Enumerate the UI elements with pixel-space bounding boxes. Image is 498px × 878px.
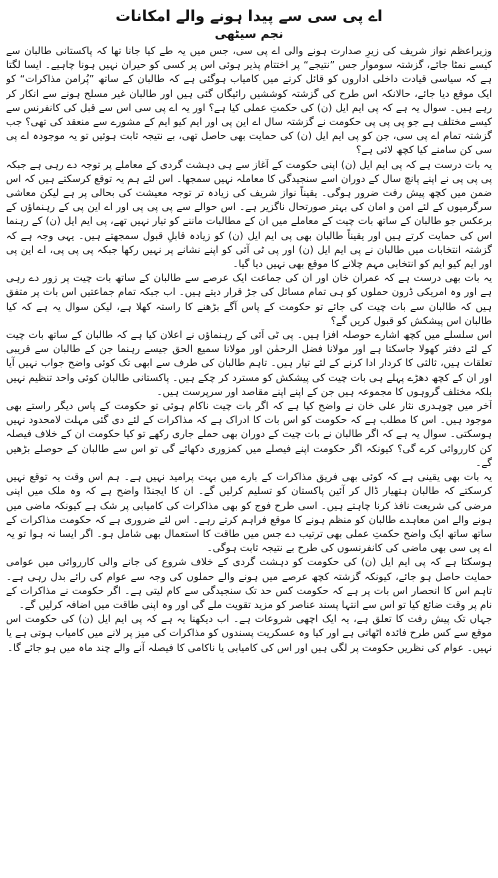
author-name: نجم سیٹھی: [214, 27, 284, 41]
article-paragraph: آخر میں چوہدری نثار علی خان نے واضح کیا ہے کہ اگر بات چیت ناکام ہوئی تو حکومت کے پاس دیگر راستے بھی موجود ہیں۔ اس کا مطلب ہے کہ حکومت کو اس بات کا ادراک ہے کہ مذاکرات کے لئے دی گئی مہلت لامحدود نہیں ہوسکتی۔ سوال یہ ہے کہ اگر طالبان نے بات چیت کے دوران بھی حملے جاری رکھے تو کیا حکومت ان کے خلاف فیصلہ کن کارروائی کرے گی؟ کیونکہ اگر حکومت اپنے فیصلے میں کمزوری دکھائے گی تو اس سے طالبان کے حوصلے بڑھیں گے۔: [6, 401, 492, 469]
article-paragraph: یہ بات بھی یقینی ہے کہ کوئی بھی فریق مذاکرات کے بارے میں بہت پرامید نہیں ہے۔ ہم اس وقت یہ توقع نہیں کرسکتے کہ طالبان ہتھیار ڈال کر آئین پاکستان کو تسلیم کرلیں گے۔ ان کا ایجنڈا واضح ہے کہ وہ ملک میں اپنی مرضی کی شریعت نافذ کرنا چاہتے ہیں۔ اسی طرح فوج کو بھی مذاکرات کی کامیابی پر شک ہے کیونکہ ماضی میں ہونے والے امن معاہدے طالبان کو منظم ہونے کا موقع فراہم کرتے رہے۔ اس لئے ضروری ہے کہ حکومت مذاکرات کے ساتھ ساتھ ایک واضح حکمتِ عملی بھی ترتیب دے جس میں طاقت کا استعمال بھی شامل ہو۔ اگر ایسا نہ ہوا تو یہ اے پی سی بھی ماضی کی کانفرنسوں کی طرح بے نتیجہ ثابت ہوگی۔: [6, 472, 492, 555]
article-paragraph: جہاں تک پیش رفت کا تعلق ہے، یہ ایک اچھی شروعات ہے۔ اب دیکھنا یہ ہے کہ پی ایم ایل (ن) کی حکومت اس موقع سے کس طرح فائدہ اٹھاتی ہے اور کیا وہ عسکریت پسندوں کو مذاکرات کی میز پر لانے میں کامیاب ہوتی ہے یا نہیں۔ عوام کی نظریں حکومت پر لگی ہیں اور اس کی کامیابی یا ناکامی کا فیصلہ آنے والے چند ماہ میں ہو جائے گا۔: [6, 614, 492, 654]
article-paragraph: اس سلسلے میں کچھ اشارے حوصلہ افزا ہیں۔ پی ٹی آئی کے رہنماؤں نے اعلان کیا ہے کہ طالبان کے ساتھ بات چیت کے لئے دفتر کھولا جاسکتا ہے اور مولانا فضل الرحمٰن اور مولانا سمیع الحق جیسے رہنما جن کے طالبان سے قریبی تعلقات ہیں، ثالثی کا کردار ادا کرنے کے لئے تیار ہیں۔ تاہم طالبان کی طرف سے ابھی تک کوئی واضح جواب نہیں آیا اور ان کے کچھ دھڑے پہلے ہی بات چیت کی پیشکش کو مسترد کر چکے ہیں۔ پاکستانی طالبان کوئی واحد تنظیم نہیں بلکہ مختلف گروہوں کا مجموعہ ہیں جن کے اپنے اپنے مقاصد اور سرپرست ہیں۔: [6, 330, 492, 398]
article-paragraph: وزیراعظم نواز شریف کی زیرِ صدارت ہونے والی اے پی سی، جس میں یہ طے کیا جانا تھا کہ پاکستانی طالبان سے کیسے نمٹا جائے، گزشتہ سوموار جس ”نتیجے“ پر اختتام پذیر ہوئی اس پر کسی کو حیران نہیں ہونا چاہیے۔ ایسا لگتا ہے کہ سیاسی قیادت داخلی اداروں کو قائل کرنے میں کامیاب ہوگئی ہے کہ طالبان کے ساتھ ”پُرامن مذاکرات“ کو ایک موقع دیا جائے، حالانکہ اس طرح کی گزشتہ کوششیں رائیگاں گئی ہیں اور طالبان غیر مسلح ہونے سے انکار کر رہے ہیں۔ سوال یہ ہے کہ پی ایم ایل (ن) کی حکمتِ عملی کیا ہے؟ اور یہ اے پی سی اس سے قبل کی کانفرنس سے کیسے مختلف ہے جو پی پی پی حکومت نے گزشتہ سال اے این پی اور ایم کیو ایم کے مشورے سے منعقد کی تھی؟ جب گزشتہ تمام اے پی سی، جن کو پی ایم ایل (ن) کی حمایت بھی حاصل تھی، بے نتیجہ ثابت ہوئیں تو یہ موجودہ اے پی سی کن سامنے کیا کچھ لائی ہے؟: [6, 46, 492, 157]
article-paragraph: یہ بات درست ہے کہ پی ایم ایل (ن) اپنی حکومت کے آغاز سے ہی دہشت گردی کے معاملے پر توجہ دے رہی ہے جبکہ پی پی پی نے اپنے پانچ سال کے دوران اسے سنجیدگی کا معاملہ نہیں سمجھا۔ اس لئے ہم یہ توقع کرسکتے ہیں کہ اس ضمن میں کچھ پیش رفت ضرور ہوگی۔ یقیناً نواز شریف کی زیادہ تر توجہ معیشت کی بحالی پر ہے لیکن معاشی سرگرمیوں کے لئے امن و امان کی بہتر صورتحال ناگزیر ہے۔ اس حوالے سے پی پی پی اور اے این پی کے رہنماؤں کے برعکس جو طالبان کے ساتھ بات چیت کے معاملے میں ان کے مطالبات ماننے کو تیار نہیں تھے، پی ایم ایل (ن) کے رہنما اس کی حمایت کرتے ہیں اور یقیناً طالبان بھی پی ایم ایل (ن) کو زیادہ قابلِ قبول سمجھتے ہیں۔ یہی وجہ ہے کہ گزشتہ انتخابات میں طالبان نے پی ایم ایل (ن) اور پی ٹی آئی کو اپنے نشانے پر نہیں رکھا جبکہ پی پی پی، اے این پی اور ایم کیو ایم کو انتخابی مہم چلانے کا موقع بھی نہیں دیا گیا۔: [6, 159, 492, 271]
article-body: [6, 45, 492, 861]
article-paragraph: ہوسکتا ہے کہ پی ایم ایل (ن) کی حکومت کو دہشت گردی کے خلاف شروع کی جانے والی کارروائی میں عوامی حمایت حاصل ہو جائے، کیونکہ گزشتہ کچھ عرصے میں ہونے والے حملوں کی وجہ سے عوام کی رائے بدل رہی ہے۔ تاہم اس کا انحصار اس بات پر ہے کہ حکومت کس حد تک سنجیدگی سے کام لیتی ہے۔ اگر حکومت نے مذاکرات کے نام پر وقت ضائع کیا تو اس سے انتہا پسند عناصر کو مزید تقویت ملے گی اور وہ اپنی طاقت میں اضافہ کرلیں گے۔: [6, 557, 492, 611]
article-paragraph: یہ بات بھی درست ہے کہ عمران خان اور ان کی جماعت ایک عرصے سے طالبان کے ساتھ بات چیت پر زور دے رہی ہے اور وہ امریکی ڈرون حملوں کو ہی تمام مسائل کی جڑ قرار دیتے ہیں۔ اب جبکہ تمام جماعتیں اس بات پر متفق ہیں کہ طالبان سے بات چیت کی جائے تو حکومت کے پاس آگے بڑھنے کا راستہ کھلا ہے، لیکن سوال یہ ہے کہ کیا طالبان اس پیشکش کو قبول کریں گے؟: [6, 273, 492, 327]
article-headline: اے پی سی سے پیدا ہونے والے امکانات: [115, 7, 383, 25]
